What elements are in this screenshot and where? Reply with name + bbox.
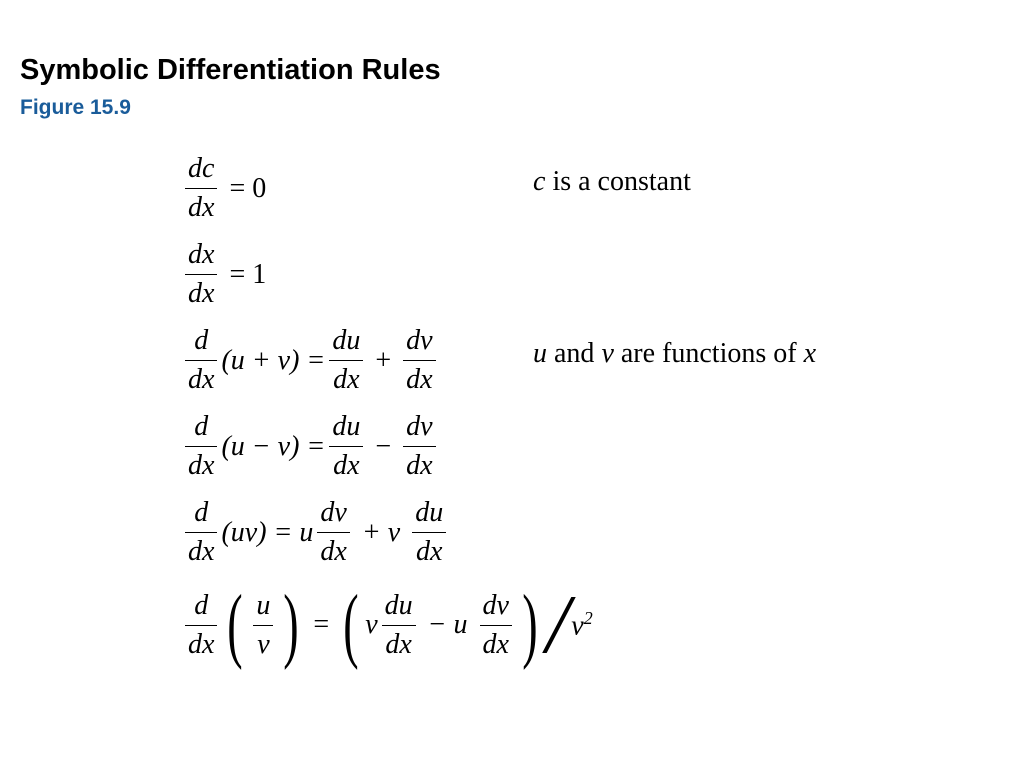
derivative-operator	[185, 587, 217, 664]
fraction-u-v	[253, 587, 273, 664]
numerator: d	[194, 497, 209, 528]
note-text: are functions of	[613, 338, 804, 369]
denominator: dx	[415, 536, 443, 567]
fraction-dv-dx	[317, 494, 349, 571]
numerator: u	[256, 589, 271, 621]
fraction-du-dx	[382, 587, 416, 664]
denominator: dx	[333, 364, 360, 395]
note-var-v: v	[601, 338, 614, 369]
rule-product	[181, 494, 450, 571]
numerator: dv	[482, 589, 509, 621]
denominator: dx	[333, 450, 360, 481]
fraction-du-dx	[412, 494, 446, 571]
exponent: 2	[583, 607, 593, 628]
fraction-du-dx	[329, 322, 363, 399]
rule-constant	[181, 150, 274, 227]
denominator: dx	[188, 536, 215, 567]
numerator: d	[194, 325, 209, 356]
rule-quotient	[181, 578, 593, 671]
left-paren: (	[343, 578, 359, 671]
denominator: dx	[188, 450, 215, 481]
denominator: dx	[385, 628, 412, 660]
numerator: d	[194, 411, 209, 442]
fraction-dx-dx	[185, 236, 217, 313]
operator: +	[375, 344, 392, 376]
division-slash: /	[545, 578, 570, 671]
figure-caption: Figure 15.9	[20, 96, 131, 119]
denominator: dx	[188, 628, 215, 660]
note-constant	[533, 166, 691, 198]
rule-sum	[181, 322, 440, 399]
note-var-c: c	[533, 166, 546, 197]
base: v	[571, 610, 584, 642]
denominator: dx	[406, 450, 433, 481]
numerator: du	[332, 411, 361, 442]
operator: − u	[427, 609, 468, 640]
denominator: dx	[406, 364, 433, 395]
equation-rhs: = 1	[229, 258, 267, 290]
page-title: Symbolic Differentiation Rules	[20, 54, 441, 86]
numerator: d	[194, 589, 209, 621]
denominator: dx	[188, 192, 215, 223]
fraction-du-dx	[329, 408, 363, 485]
rule-difference	[181, 408, 440, 485]
var-v-squared	[571, 608, 592, 642]
equation-rhs: = 0	[229, 172, 267, 204]
right-paren: )	[522, 578, 538, 671]
note-functions	[533, 338, 816, 370]
left-paren: (	[227, 578, 244, 671]
denominator: dx	[188, 364, 215, 395]
right-paren: )	[283, 578, 300, 671]
operator: −	[375, 430, 392, 462]
numerator: dc	[188, 153, 215, 184]
denominator: v	[257, 628, 270, 660]
derivative-operator	[185, 322, 217, 399]
var-v: v	[365, 609, 378, 640]
note-var-u: u	[533, 338, 547, 369]
fraction-dv-dx	[403, 322, 435, 399]
equation-lhs: (u − v) =	[221, 430, 326, 462]
fraction-dc-dx	[185, 150, 217, 227]
derivative-operator	[185, 494, 217, 571]
rule-identity	[181, 236, 274, 313]
derivative-operator	[185, 408, 217, 485]
denominator: dx	[188, 278, 215, 309]
numerator: du	[415, 497, 444, 528]
note-and: and	[547, 338, 602, 369]
equation-lhs: (u + v) =	[221, 344, 326, 376]
operator: + v	[361, 516, 401, 548]
note-var-x: x	[803, 338, 817, 369]
equals-sign: =	[313, 609, 330, 640]
numerator: du	[332, 325, 361, 356]
note-text: is a constant	[545, 166, 691, 197]
numerator: dv	[406, 325, 433, 356]
denominator: dx	[482, 628, 509, 660]
fraction-dv-dx	[480, 587, 512, 664]
numerator: du	[384, 589, 413, 621]
numerator: dv	[320, 497, 347, 528]
fraction-dv-dx	[403, 408, 435, 485]
equation-lhs: (uv) = u	[221, 516, 314, 548]
denominator: dx	[320, 536, 347, 567]
numerator: dv	[406, 411, 433, 442]
numerator: dx	[188, 239, 215, 270]
